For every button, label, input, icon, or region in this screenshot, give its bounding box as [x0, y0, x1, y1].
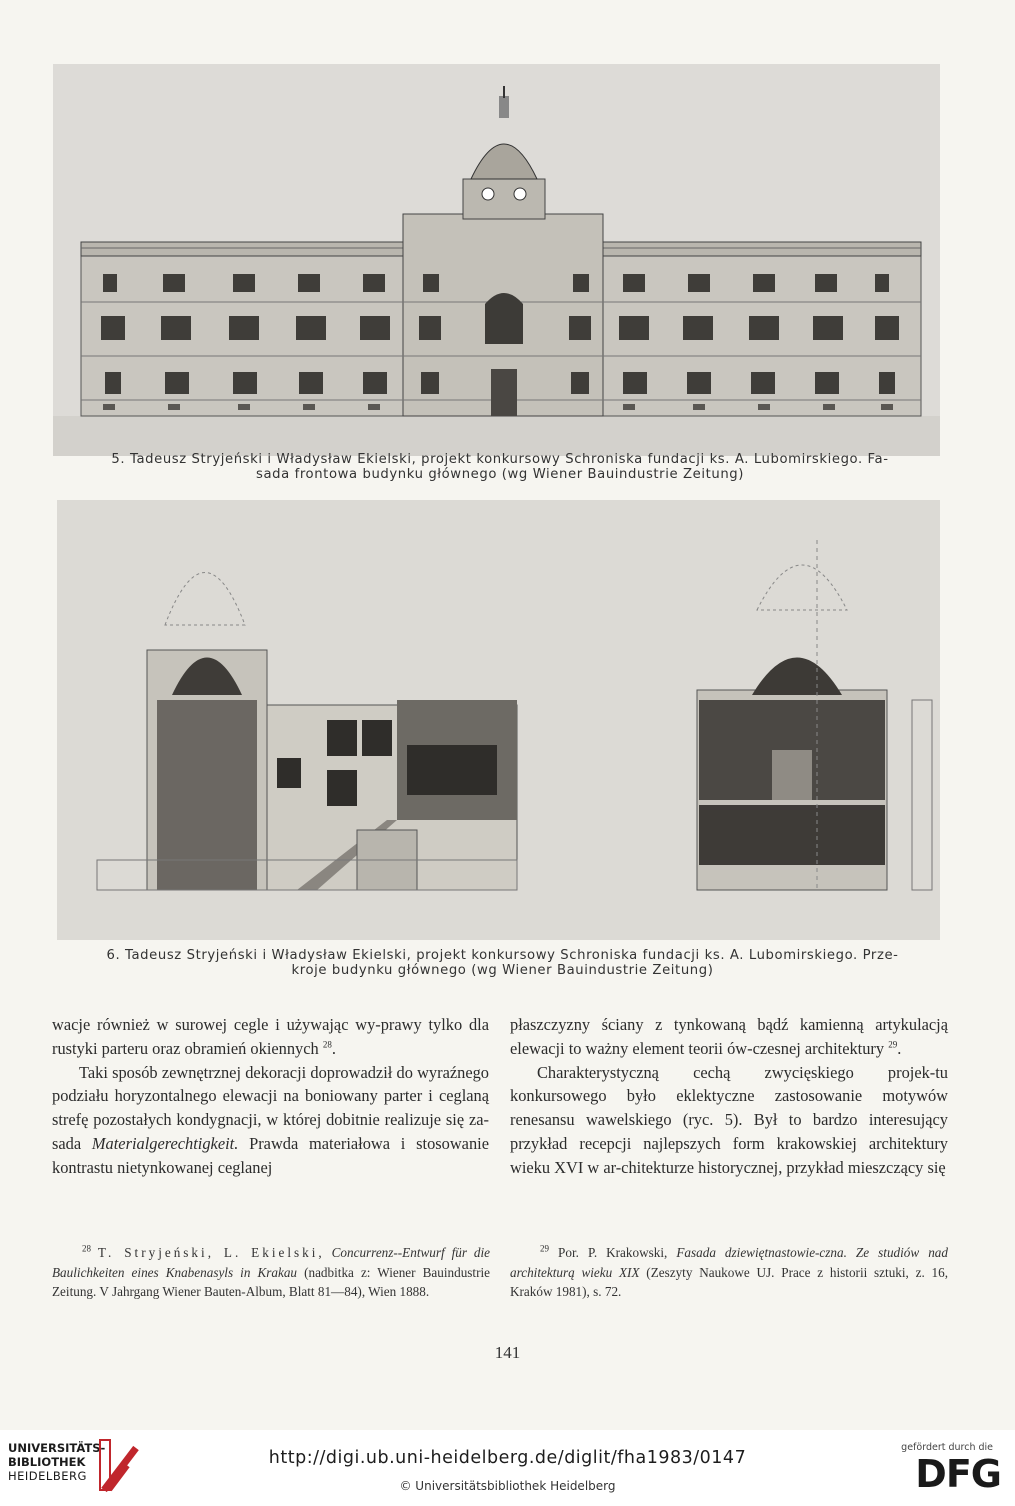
right-paragraph-1-text: płaszczyzny ściany z tynkowaną bądź kamienną artykulacją elewacji to ważny element teorii ów-czesnej architektury	[510, 1015, 948, 1058]
figure-5-facade-elevation	[53, 64, 940, 456]
figure-5-caption-line-2: sada frontowa budynku głównego (wg Wiener Bauindustrie Zeitung)	[255, 467, 744, 482]
figure-6-caption-line-2: kroje budynku głównego (wg Wiener Bauindustrie Zeitung)	[291, 963, 714, 978]
dfg-logo: DFG	[915, 1452, 1001, 1496]
left-paragraph-2-text-b: Prawda materiałowa i stosowanie kontrastu nietynkowanej ceglanej	[52, 1133, 489, 1177]
footnote-29-number: 29	[540, 1243, 549, 1254]
figure-6-caption	[50, 948, 955, 978]
right-text-column	[510, 1013, 948, 1180]
copyright-notice: © Universitätsbibliothek Heidelberg	[399, 1479, 616, 1493]
library-name-line-2: BIBLIOTHEK	[8, 1455, 86, 1469]
right-paragraph-2-text: Charakterystyczną cechą zwycięskiego projek-tu konkursowego było eklektyczne zastosowanie motywów renesansu wawelskiego (ryc. 5). Był to bardzo interesujący przykład recepcji najlepszych form krakowskiej architektury wieku XVI w ar-chitekturze historycznej, przykład mieszczący się	[510, 1062, 948, 1177]
left-paragraph-1-text: wacje również w surowej cegle i używając wy-prawy tylko dla rustyki parteru oraz obramień okiennych	[52, 1015, 489, 1058]
footnote-28-authors: T. Stryjeński, L. Ekielski,	[97, 1245, 325, 1260]
figure-5-caption-line-1: 5. Tadeusz Stryjeński i Władysław Ekielski, projekt konkursowy Schroniska fundacji ks. A. Lubomirskiego. Fa-	[111, 452, 889, 467]
left-paragraph-2	[52, 1061, 489, 1180]
footnote-ref-28[interactable]: 28	[322, 1039, 332, 1050]
figure-6-caption-line-1: 6. Tadeusz Stryjeński i Władysław Ekielski, projekt konkursowy Schroniska fundacji ks. A. Lubomirskiego. Prze-	[106, 948, 899, 963]
left-paragraph-2-text-a: Taki sposób zewnętrznej dekoracji doprowadził do wyraźnego podziału horyzontalnego elewacji na boniowany parter i ceglaną strefę pozostałych kondygnacji, w której dobitnie realizuje się za-sada	[52, 1062, 489, 1153]
footnote-ref-29[interactable]: 29	[888, 1039, 898, 1050]
figure-5-caption	[50, 452, 950, 482]
right-paragraph-1: płaszczyzny ściany z tynkowaną bądź kamienną artykulacją elewacji to ważny element teorii ów-czesnej architektury $^{29}$.	[510, 1015, 948, 1058]
library-name-line-1: UNIVERSITÄTS-	[8, 1441, 106, 1455]
funded-by-label: gefördert durch die	[901, 1442, 993, 1453]
viewer-footer	[0, 1430, 1015, 1506]
document-url-link[interactable]: http://digi.ub.uni-heidelberg.de/diglit/fha1983/0147	[268, 1448, 747, 1468]
page-number: 141	[494, 1343, 521, 1362]
left-paragraph-2-italic: Materialgerechtigkeit.	[91, 1133, 239, 1153]
footnote-29-rest: (Zeszyty Naukowe UJ. Prace z historii sztuki, z. 16, Kraków 1981), s. 72.	[510, 1264, 949, 1300]
footnote-28-title: Concurrenz--Entwurf für die Baulichkeiten eines Knabenasyls in Krakau	[52, 1245, 491, 1280]
left-text-column	[52, 1013, 489, 1180]
footnote-29-prefix: Por. P. Krakowski,	[558, 1245, 668, 1260]
footnote-29	[510, 1243, 948, 1302]
footnote-28	[52, 1243, 490, 1302]
left-paragraph-1: wacje również w surowej cegle i używając wy-prawy tylko dla rustyki parteru oraz obramień okiennych $^{28}$.	[52, 1015, 489, 1058]
footnote-29-title: Fasada dziewiętnastowie-czna. Ze studiów nad architekturą wieku XIX	[510, 1245, 948, 1280]
footnote-28-number: 28	[82, 1243, 91, 1254]
right-paragraph-2	[510, 1061, 948, 1180]
figure-6-building-sections	[57, 500, 940, 940]
library-name-line-3: HEIDELBERG	[8, 1469, 87, 1483]
footnote-28-rest: (nadbitka z: Wiener Bauindustrie Zeitung. V Jahrgang Wiener Bauten-Album, Blatt 81—84), Wien 1888.	[52, 1264, 490, 1300]
